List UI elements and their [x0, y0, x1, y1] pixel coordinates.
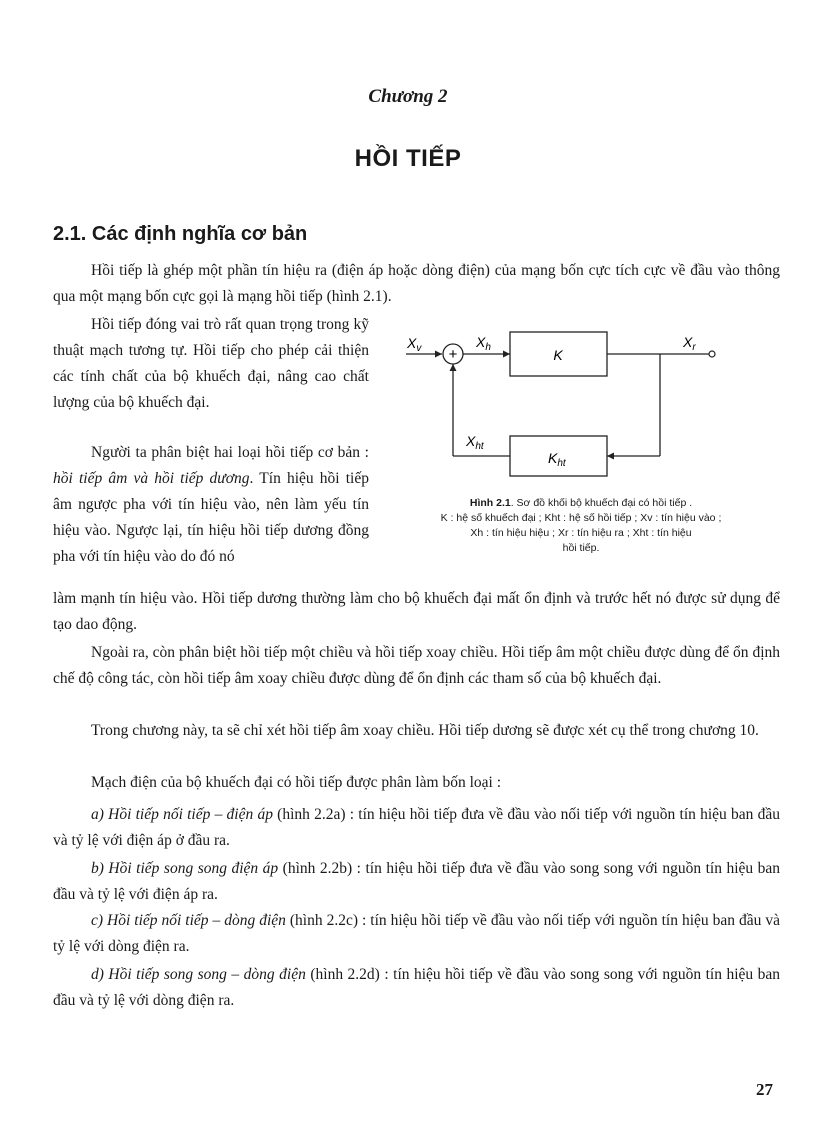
xr-label: $X_r$ [683, 334, 696, 353]
list-item-d-label: d) Hồi tiếp song song – dòng điện [91, 966, 306, 983]
caption-line-1: Hình 2.1. Sơ đồ khối bộ khuếch đại có hồi tiếp . [469, 497, 693, 509]
section-heading: 2.1. Các định nghĩa cơ bản [53, 223, 308, 245]
plus-sign: + [448, 346, 458, 363]
paragraph-3-text-a: Người ta phân biệt hai loại hồi tiếp cơ bản : [91, 444, 369, 461]
block-diagram [398, 318, 778, 496]
paragraph-2: Hồi tiếp đóng vai trò rất quan trọng trong kỹ thuật mạch tương tự. Hồi tiếp cho phép cải thiện các tính chất của bộ khuếch đại, nâng cao chất lượng của bộ khuếch đại. [53, 316, 369, 411]
list-item-a: a) Hồi tiếp nối tiếp – điện áp (hình 2.2a) : tín hiệu hồi tiếp đưa về đầu vào nối tiếp với nguồn tín hiệu ban đầu và tỷ lệ với điện áp ở đầu ra. [53, 806, 780, 849]
xv-label: $X_v$ [407, 335, 422, 354]
xht-label: $X_{ht}$ [466, 433, 484, 452]
list-item-d: d) Hồi tiếp song song – dòng điện (hình 2.2d) : tín hiệu hồi tiếp về đầu vào song song với nguồn tín hiệu ban đầu và tỷ lệ với dòng điện ra. [53, 966, 781, 1009]
paragraph-3-text-c: . Tín hiệu hồi tiếp âm ngược pha với tín hiệu vào, nên làm yếu tín hiệu vào. Ngược lại, tín hiệu hồi tiếp dương đồng pha với tín hiệu vào do đó nó [53, 470, 369, 565]
caption-line-2: K : hệ số khuếch đại ; Kht : hệ số hồi tiếp ; Xv : tín hiệu vào ; [440, 512, 722, 524]
paragraph-3-emphasis: hồi tiếp âm và hồi tiếp dương [53, 470, 250, 487]
caption-line-3: Xh : tín hiệu hiệu ; Xr : tín hiệu ra ; Xht : tín hiệu [470, 527, 692, 539]
kht-block [510, 436, 607, 476]
caption-line-4: hồi tiếp. [562, 542, 600, 554]
k-label: K [553, 347, 563, 363]
paragraph-6: Mạch điện của bộ khuếch đại có hồi tiếp được phân làm bốn loại : [91, 774, 502, 791]
paragraph-3-continued: làm mạnh tín hiệu vào. Hồi tiếp dương thường làm cho bộ khuếch đại mất ổn định và trước hết nó được sử dụng để tạo dao động. [53, 590, 780, 633]
kht-label: $K_{ht}$ [548, 450, 566, 469]
list-item-c: c) Hồi tiếp nối tiếp – dòng điện (hình 2.2c) : tín hiệu hồi tiếp về đầu vào nối tiếp với nguồn tín hiệu ban đầu và tỷ lệ với dòng điện ra. [53, 912, 780, 955]
paragraph-1: Hồi tiếp là ghép một phần tín hiệu ra (điện áp hoặc dòng điện) của mạng bốn cực tích cực về đầu vào thông qua một mạng bốn cực gọi là mạng hồi tiếp (hình 2.1). [53, 262, 780, 305]
list-item-c-label: c) Hồi tiếp nối tiếp – dòng điện [91, 912, 286, 929]
paragraph-3 [53, 440, 369, 570]
page-number: 27 [756, 1080, 773, 1099]
chapter-label: Chương 2 [368, 86, 448, 107]
paragraph-4: Ngoài ra, còn phân biệt hồi tiếp một chiều và hồi tiếp xoay chiều. Hồi tiếp âm một chiều được dùng để ổn định chế độ công tác, còn hồi tiếp âm xoay chiều được dùng để ổn định các tham số của bộ khuếch đại. [53, 644, 780, 687]
list-item-b: b) Hồi tiếp song song điện áp (hình 2.2b) : tín hiệu hồi tiếp đưa về đầu vào song song với nguồn tín hiệu ban đầu và tỷ lệ với điện áp ra. [53, 860, 781, 903]
figure-caption [382, 496, 780, 556]
list-item-b-label: b) Hồi tiếp song song điện áp [91, 860, 279, 877]
paragraph-5: Trong chương này, ta sẽ chỉ xét hồi tiếp âm xoay chiều. Hồi tiếp dương sẽ được xét cụ thể trong chương 10. [91, 722, 759, 739]
xh-label: $X_h$ [476, 334, 491, 353]
chapter-title: HỒI TIẾP [354, 145, 462, 172]
caption-label: Hình 2.1 [469, 497, 511, 509]
list-item-a-label: a) Hồi tiếp nối tiếp – điện áp [91, 806, 273, 823]
